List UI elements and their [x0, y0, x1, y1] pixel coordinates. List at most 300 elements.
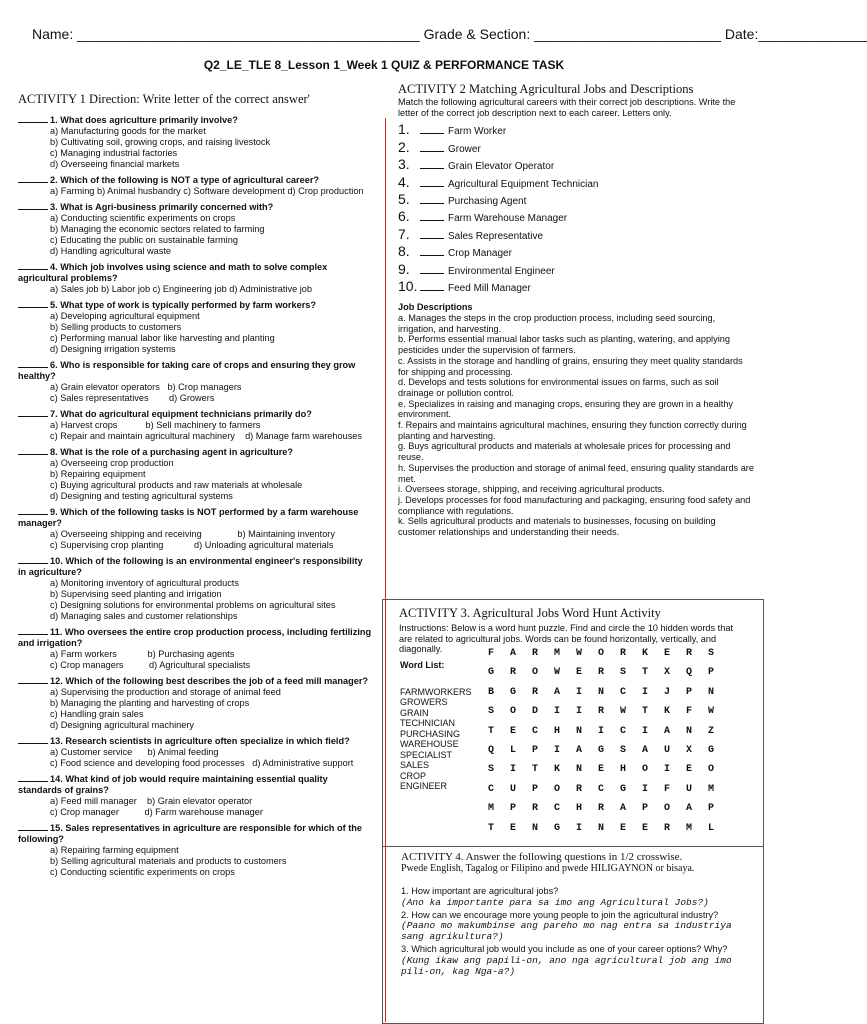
grid-letter[interactable]: A [509, 648, 516, 659]
grid-letter[interactable]: S [487, 764, 494, 776]
career-name: Purchasing Agent [448, 195, 527, 207]
question-option: a) Customer service b) Animal feeding [50, 747, 219, 757]
grade-section-field-label[interactable]: Grade & Section: ________________________ [423, 26, 721, 42]
grid-letter[interactable]: R [619, 648, 626, 659]
question-item [18, 360, 373, 404]
question-text: 8. What is the role of a purchasing agent in agriculture? [50, 447, 293, 457]
career-number: 7. [398, 225, 410, 242]
grid-letter[interactable]: N [707, 686, 714, 698]
grid-row [480, 687, 722, 706]
grid-letter[interactable]: S [487, 706, 494, 718]
grid-letter[interactable]: J [663, 686, 670, 698]
question-line [18, 409, 373, 420]
grid-letter[interactable]: R [597, 706, 604, 718]
question-option: c) Food science and developing food processes d) Administrative support [50, 758, 354, 768]
activity3-heading: ACTIVITY 3. Agricultural Jobs Word Hunt Activity [399, 606, 661, 620]
grid-letter[interactable]: O [707, 764, 714, 776]
job-description: h. Supervises the production and storage of animal feed, ensuring quality standards are met. [398, 462, 754, 484]
grid-letter[interactable]: Z [707, 725, 714, 737]
grid-letter[interactable]: N [575, 725, 582, 737]
grid-letter[interactable]: L [509, 744, 516, 756]
career-row [398, 225, 768, 246]
grid-letter[interactable]: E [597, 764, 604, 776]
word-list-item: ENGINEER [400, 781, 448, 791]
career-name: Sales Representative [448, 230, 544, 242]
job-description: a. Manages the steps in the crop production process, including seed sourcing, irrigation, and harvesting. [398, 313, 716, 334]
question-option: d) Designing irrigation systems [50, 344, 176, 354]
career-number: 1. [398, 121, 410, 138]
question-line [18, 774, 373, 796]
answer-blank[interactable] [18, 307, 48, 308]
answer-blank[interactable] [18, 367, 48, 368]
grid-letter[interactable]: O [509, 706, 516, 718]
activity1-section [18, 94, 373, 883]
word-list-item: GRAIN [400, 707, 429, 718]
grid-letter[interactable]: H [553, 725, 560, 737]
question-option: a) Feed mill manager b) Grain elevator operator [50, 796, 253, 806]
grid-letter[interactable]: B [487, 686, 494, 698]
career-name: Environmental Engineer [448, 265, 555, 277]
question-text: 9. Which of the following tasks is NOT performed by a farm warehouse manager? [18, 507, 359, 528]
career-row [398, 173, 768, 194]
grid-letter[interactable]: E [663, 648, 670, 659]
grid-letter[interactable]: O [641, 764, 648, 776]
question-option: d) Managing sales and customer relationships [50, 611, 238, 621]
grid-letter[interactable]: R [663, 822, 670, 834]
grid-row [480, 706, 722, 725]
grid-letter[interactable]: N [531, 822, 538, 834]
question-option: a) Developing agricultural equipment [50, 311, 200, 321]
word-list-item: SPECIALIST [400, 749, 453, 760]
grid-letter[interactable]: P [641, 803, 648, 815]
activity2-section [398, 84, 768, 538]
grid-letter[interactable]: G [619, 783, 626, 795]
answer-blank[interactable] [18, 781, 48, 782]
activity4-question [401, 886, 747, 908]
career-name: Grain Elevator Operator [448, 161, 555, 173]
question-option: c) Educating the public on sustainable farming [50, 235, 238, 245]
grid-letter[interactable]: G [553, 822, 560, 834]
answer-blank[interactable] [18, 563, 48, 564]
grid-letter[interactable]: C [553, 803, 560, 815]
job-descriptions-heading: Job Descriptions [398, 302, 473, 313]
question-option: c) Repair and maintain agricultural machinery d) Manage farm warehouses [50, 431, 363, 441]
question-option: b) Managing the planting and harvesting of crops [50, 698, 250, 708]
career-answer-blank[interactable] [420, 151, 444, 152]
grid-letter[interactable]: R [531, 648, 538, 659]
grid-letter[interactable]: G [487, 667, 494, 679]
career-answer-blank[interactable] [420, 273, 444, 274]
career-number: 8. [398, 243, 410, 260]
grid-letter[interactable]: E [509, 822, 516, 834]
grid-letter[interactable]: E [575, 667, 582, 679]
word-list-item: CROP [400, 770, 427, 781]
question-option: c) Buying agricultural products and raw materials at wholesale [50, 480, 303, 490]
grid-letter[interactable]: O [553, 783, 560, 795]
grid-row [480, 784, 722, 803]
question-item [18, 627, 373, 671]
grid-letter[interactable]: G [597, 744, 604, 756]
word-list-item: SALES [400, 760, 430, 770]
career-answer-blank[interactable] [420, 203, 444, 204]
grid-letter[interactable]: I [641, 725, 648, 737]
career-number: 6. [398, 208, 410, 225]
question-option: d) Overseeing financial markets [50, 159, 180, 169]
answer-blank[interactable] [18, 416, 48, 417]
career-answer-blank[interactable] [420, 255, 444, 256]
grid-letter[interactable]: W [575, 648, 582, 659]
grid-letter[interactable]: I [509, 764, 516, 776]
grid-letter[interactable]: E [641, 822, 648, 834]
question-option: d) Designing and testing agricultural systems [50, 491, 233, 501]
grid-letter[interactable]: E [619, 822, 626, 834]
grid-letter[interactable]: R [685, 648, 692, 659]
question-item [18, 447, 373, 502]
question-option: a) Conducting scientific experiments on crops [50, 213, 236, 223]
career-row [398, 156, 768, 176]
grid-letter[interactable]: R [597, 803, 604, 815]
grid-letter[interactable]: O [663, 803, 670, 815]
grid-letter[interactable]: C [619, 725, 626, 737]
question-item [18, 774, 373, 818]
question-item [18, 115, 373, 170]
activity4-question [401, 944, 747, 977]
job-description: j. Develops processes for food manufacturing and packaging, ensuring food safety and compliance with regulations. [398, 494, 751, 516]
career-answer-blank[interactable] [420, 186, 444, 187]
job-description: e. Specializes in raising and managing crops, ensuring they are grown in a healthy environment. [398, 398, 734, 420]
grid-letter[interactable]: Q [685, 667, 692, 679]
question-options: a) Sales job b) Labor job c) Engineering job d) Administrative job [50, 284, 312, 294]
career-name: Farm Worker [448, 126, 507, 138]
activity4-question-text: 3. Which agricultural job would you include as one of your career options? Why? [401, 944, 728, 955]
grid-row [480, 764, 722, 783]
grid-letter[interactable]: E [685, 764, 692, 776]
question-text: 4. Which job involves using science and math to solve complex agricultural problems? [18, 262, 328, 283]
question-option: c) Performing manual labor like harvesting and planting [50, 333, 275, 343]
grid-letter[interactable]: R [531, 686, 538, 698]
grid-letter[interactable]: I [575, 686, 582, 698]
question-option: c) Crop managers d) Agricultural specialists [50, 660, 251, 670]
grid-letter[interactable]: R [575, 783, 582, 795]
grid-row [480, 823, 722, 842]
grid-letter[interactable]: C [531, 725, 538, 737]
word-list-item: WAREHOUSE [400, 739, 459, 749]
answer-blank[interactable] [18, 182, 48, 183]
grid-letter[interactable]: W [619, 706, 626, 718]
question-list [18, 115, 373, 878]
grid-letter[interactable]: D [531, 706, 538, 718]
grid-letter[interactable]: T [641, 667, 648, 679]
activity3-instructions: Instructions: Below is a word hunt puzzle. Find and circle the 10 hidden words that are related to agricultural jobs. Words can be found horizontally, vertically, and diagonally. [399, 623, 733, 655]
word-search-grid [480, 648, 722, 842]
grid-letter[interactable]: C [597, 783, 604, 795]
grid-letter[interactable]: U [685, 783, 692, 795]
question-option: c) Sales representatives d) Growers [50, 393, 215, 403]
grid-letter[interactable]: R [531, 803, 538, 815]
name-field-label[interactable]: Name: ____________________________________________ [32, 26, 420, 42]
question-line [18, 202, 373, 213]
career-answer-blank[interactable] [420, 133, 444, 134]
grid-letter[interactable]: M [685, 822, 692, 834]
question-item [18, 175, 373, 197]
grid-letter[interactable]: W [707, 706, 714, 718]
grid-letter[interactable]: X [685, 744, 692, 756]
question-option: a) Repairing farming equipment [50, 845, 179, 855]
question-line [18, 627, 373, 649]
grid-letter[interactable]: I [553, 744, 560, 756]
question-text: 11. Who oversees the entire crop production process, including fertilizing and irrigation? [18, 627, 372, 648]
grid-letter[interactable]: T [641, 706, 648, 718]
question-line [18, 262, 373, 284]
activity4-box [382, 845, 764, 1024]
question-option: a) Harvest crops b) Sell machinery to farmers [50, 420, 261, 430]
question-item [18, 409, 373, 442]
job-description: g. Buys agricultural products and materials at wholesale prices for processing and reuse. [398, 441, 731, 463]
career-name: Feed Mill Manager [448, 282, 531, 294]
career-number: 2. [398, 138, 410, 155]
question-text: 6. Who is responsible for taking care of crops and ensuring they grow healthy? [18, 360, 356, 381]
career-row [398, 190, 768, 211]
question-option: d) Handling agricultural waste [50, 246, 172, 256]
job-description: k. Sells agricultural products and materials to businesses, focusing on building customer relationships and understanding their needs. [398, 516, 716, 538]
career-name: Agricultural Equipment Technician [448, 178, 599, 190]
grid-letter[interactable]: F [663, 783, 670, 795]
answer-blank[interactable] [18, 122, 48, 123]
question-text: 14. What kind of job would require maintaining essential quality standards of grains? [18, 774, 328, 795]
grid-letter[interactable]: L [707, 822, 714, 834]
grid-letter[interactable]: T [487, 822, 494, 834]
question-option: b) Selling agricultural materials and products to customers [50, 856, 287, 866]
career-name: Grower [448, 143, 481, 155]
grid-letter[interactable]: R [597, 667, 604, 679]
question-line [18, 115, 373, 126]
career-answer-blank[interactable] [420, 168, 444, 169]
question-option: b) Selling products to customers [50, 322, 182, 332]
question-text: 3. What is Agri-business primarily concerned with? [50, 202, 274, 212]
question-option: b) Supervising seed planting and irrigation [50, 589, 222, 599]
question-line [18, 447, 373, 458]
grid-letter[interactable]: U [663, 744, 670, 756]
grid-letter[interactable]: I [663, 764, 670, 776]
grid-row [480, 667, 722, 686]
grid-letter[interactable]: I [641, 686, 648, 698]
question-text: 10. Which of the following is an environmental engineer's responsibility in agriculture? [18, 556, 363, 577]
grid-letter[interactable]: A [575, 744, 582, 756]
grid-letter[interactable]: C [487, 783, 494, 795]
grid-letter[interactable]: S [619, 667, 626, 679]
career-number: 9. [398, 260, 410, 277]
career-list [398, 121, 768, 298]
question-line [18, 175, 373, 186]
question-option: a) Monitoring inventory of agricultural products [50, 578, 239, 588]
career-row [398, 277, 768, 298]
grid-letter[interactable]: P [707, 667, 714, 679]
question-option: d) Designing agricultural machinery [50, 720, 195, 730]
grid-letter[interactable]: I [553, 706, 560, 718]
grid-letter[interactable]: C [619, 686, 626, 698]
question-option: a) Supervising the production and storage of animal feed [50, 687, 281, 697]
date-field-label[interactable]: Date:______________ [724, 26, 867, 42]
question-text: 13. Research scientists in agriculture often specialize in which field? [50, 736, 350, 746]
grid-letter[interactable]: P [531, 744, 538, 756]
question-item [18, 262, 373, 295]
activity1-heading: ACTIVITY 1 Direction: Write letter of the correct answer' [18, 92, 310, 106]
grid-letter[interactable]: N [597, 822, 604, 834]
question-item [18, 676, 373, 731]
career-name: Farm Warehouse Manager [448, 213, 568, 225]
activity2-heading: ACTIVITY 2 Matching Agricultural Jobs and Descriptions [398, 82, 694, 96]
answer-blank[interactable] [18, 209, 48, 210]
grid-letter[interactable]: N [575, 764, 582, 776]
page-title: Q2_LE_TLE 8_Lesson 1_Week 1 QUIZ & PERFORMANCE TASK [203, 58, 565, 72]
career-name: Crop Manager [448, 248, 512, 260]
answer-blank[interactable] [18, 830, 48, 831]
activity4-heading: ACTIVITY 4. Answer the following questions in 1/2 crosswise. [401, 851, 683, 863]
grid-letter[interactable]: F [487, 648, 494, 659]
question-text: 12. Which of the following best describes the job of a feed mill manager? [50, 676, 369, 686]
grid-letter[interactable]: I [575, 706, 582, 718]
question-item [18, 556, 373, 622]
word-list-item: GROWERS [400, 697, 448, 707]
grid-letter[interactable]: I [641, 783, 648, 795]
question-line [18, 823, 373, 845]
grid-letter[interactable]: I [575, 822, 582, 834]
activity4-translation: (Kung ikaw ang papili-on, ano nga agricultural job ang imo pili-on, kag Nga-a?) [401, 955, 732, 978]
question-text: 2. Which of the following is NOT a type of agricultural career? [50, 175, 320, 185]
grid-letter[interactable]: R [509, 667, 516, 679]
career-number: 3. [398, 156, 410, 173]
question-option: b) Cultivating soil, growing crops, and raising livestock [50, 137, 271, 147]
activity4-question-text: 2. How can we encourage more young people to join the agricultural industry? [401, 909, 719, 920]
grid-letter[interactable]: K [641, 648, 648, 659]
grid-letter[interactable]: I [597, 725, 604, 737]
grid-letter[interactable]: A [663, 725, 670, 737]
answer-blank[interactable] [18, 269, 48, 270]
grid-letter[interactable]: S [707, 648, 714, 659]
question-text: 1. What does agriculture primarily involve? [50, 115, 238, 125]
grid-letter[interactable]: K [553, 764, 560, 776]
question-option: c) Conducting scientific experiments on crops [50, 867, 235, 877]
word-list-label: Word List: [400, 660, 445, 670]
question-options: a) Farming b) Animal husbandry c) Software development d) Crop production [50, 186, 364, 196]
grid-letter[interactable]: O [597, 648, 604, 659]
career-row [398, 208, 768, 228]
question-option: a) Manufacturing goods for the market [50, 126, 206, 136]
career-number: 10. [398, 277, 418, 294]
answer-blank[interactable] [18, 634, 48, 635]
grid-letter[interactable]: A [685, 803, 692, 815]
grid-letter[interactable]: H [575, 803, 582, 815]
question-option: c) Managing industrial factories [50, 148, 178, 158]
grid-letter[interactable]: A [619, 803, 626, 815]
word-list-item: TECHNICIAN [400, 718, 456, 728]
activity4-question [401, 910, 747, 943]
grid-letter[interactable]: P [509, 803, 516, 815]
grid-letter[interactable]: N [685, 725, 692, 737]
job-description: b. Performs essential manual labor tasks such as planting, watering, and applying pesticides under the supervision of farmers. [398, 334, 730, 356]
job-description: c. Assists in the storage and handling of grains, ensuring they meet quality standards for shipping and processing. [398, 355, 743, 377]
activity4-subheading: Pwede English, Tagalog or Filipino and pwede HILIGAYNON or bisaya. [401, 863, 695, 874]
job-description: i. Oversees storage, shipping, and receiving agricultural products. [398, 484, 665, 495]
word-list-item: FARMWORKERS [400, 686, 472, 697]
career-answer-blank[interactable] [420, 290, 444, 291]
question-option: a) Overseeing shipping and receiving b) Maintaining inventory [50, 529, 335, 539]
question-text: 15. Sales representatives in agriculture are responsible for which of the following? [18, 823, 362, 844]
question-line [18, 507, 373, 529]
question-option: c) Supervising crop planting d) Unloading agricultural materials [50, 540, 334, 550]
answer-blank[interactable] [18, 514, 48, 515]
question-option: c) Crop manager d) Farm warehouse manager [50, 807, 263, 817]
question-item [18, 202, 373, 257]
career-row [398, 243, 768, 263]
grid-row [480, 745, 722, 764]
grid-letter[interactable]: Q [487, 744, 494, 756]
question-text: 5. What type of work is typically performed by farm workers? [50, 300, 316, 310]
answer-blank[interactable] [18, 683, 48, 684]
grid-letter[interactable]: S [619, 744, 626, 756]
question-option: b) Repairing equipment [50, 469, 146, 479]
answer-blank[interactable] [18, 454, 48, 455]
question-option: c) Designing solutions for environmental problems on agricultural sites [50, 600, 336, 610]
grid-letter[interactable]: H [619, 764, 626, 776]
grid-letter[interactable]: X [663, 667, 670, 679]
grid-letter[interactable]: P [531, 783, 538, 795]
question-text: 7. What do agricultural equipment technicians primarily do? [50, 409, 312, 419]
grid-letter[interactable]: F [685, 706, 692, 718]
grid-letter[interactable]: M [487, 803, 494, 815]
grid-letter[interactable]: A [641, 744, 648, 756]
question-line [18, 736, 373, 747]
grid-letter[interactable]: M [553, 648, 560, 659]
question-line [18, 360, 373, 382]
career-row [398, 121, 768, 141]
career-answer-blank[interactable] [420, 220, 444, 221]
question-item [18, 823, 373, 878]
career-number: 4. [398, 173, 410, 190]
question-line [18, 676, 373, 687]
grid-row [480, 648, 722, 667]
grid-letter[interactable]: U [509, 783, 516, 795]
grid-letter[interactable]: K [663, 706, 670, 718]
job-description: f. Repairs and maintains agricultural machines, ensuring they function correctly during planting and harvesting. [398, 420, 747, 441]
grid-letter[interactable]: O [531, 667, 538, 679]
question-item [18, 507, 373, 551]
grid-letter[interactable]: M [707, 783, 714, 795]
grid-letter[interactable]: W [553, 667, 560, 679]
grid-letter[interactable]: P [707, 803, 714, 815]
grid-letter[interactable]: T [531, 764, 538, 776]
question-option: a) Overseeing crop production [50, 458, 174, 468]
grid-letter[interactable]: A [553, 686, 560, 698]
question-option: b) Managing the economic sectors related to farming [50, 224, 265, 234]
career-number: 5. [398, 190, 410, 207]
career-answer-blank[interactable] [420, 238, 444, 239]
question-option: a) Grain elevator operators b) Crop managers [50, 382, 242, 392]
answer-blank[interactable] [18, 743, 48, 744]
grid-letter[interactable]: N [597, 686, 604, 698]
grid-letter[interactable]: G [509, 686, 516, 698]
grid-letter[interactable]: G [707, 744, 714, 756]
career-row [398, 138, 768, 159]
grid-letter[interactable]: T [487, 725, 494, 737]
question-item [18, 300, 373, 355]
activity4-translation: (Ano ka importante para sa imo ang Agricultural Jobs?) [401, 896, 709, 908]
header-line [32, 26, 867, 42]
grid-letter[interactable]: E [509, 725, 516, 737]
question-line [18, 556, 373, 578]
activity4-translation: (Paano mo makumbinse ang pareho mo nag entra sa industriya sang agrikultura?) [401, 920, 732, 943]
grid-letter[interactable]: P [685, 686, 692, 698]
